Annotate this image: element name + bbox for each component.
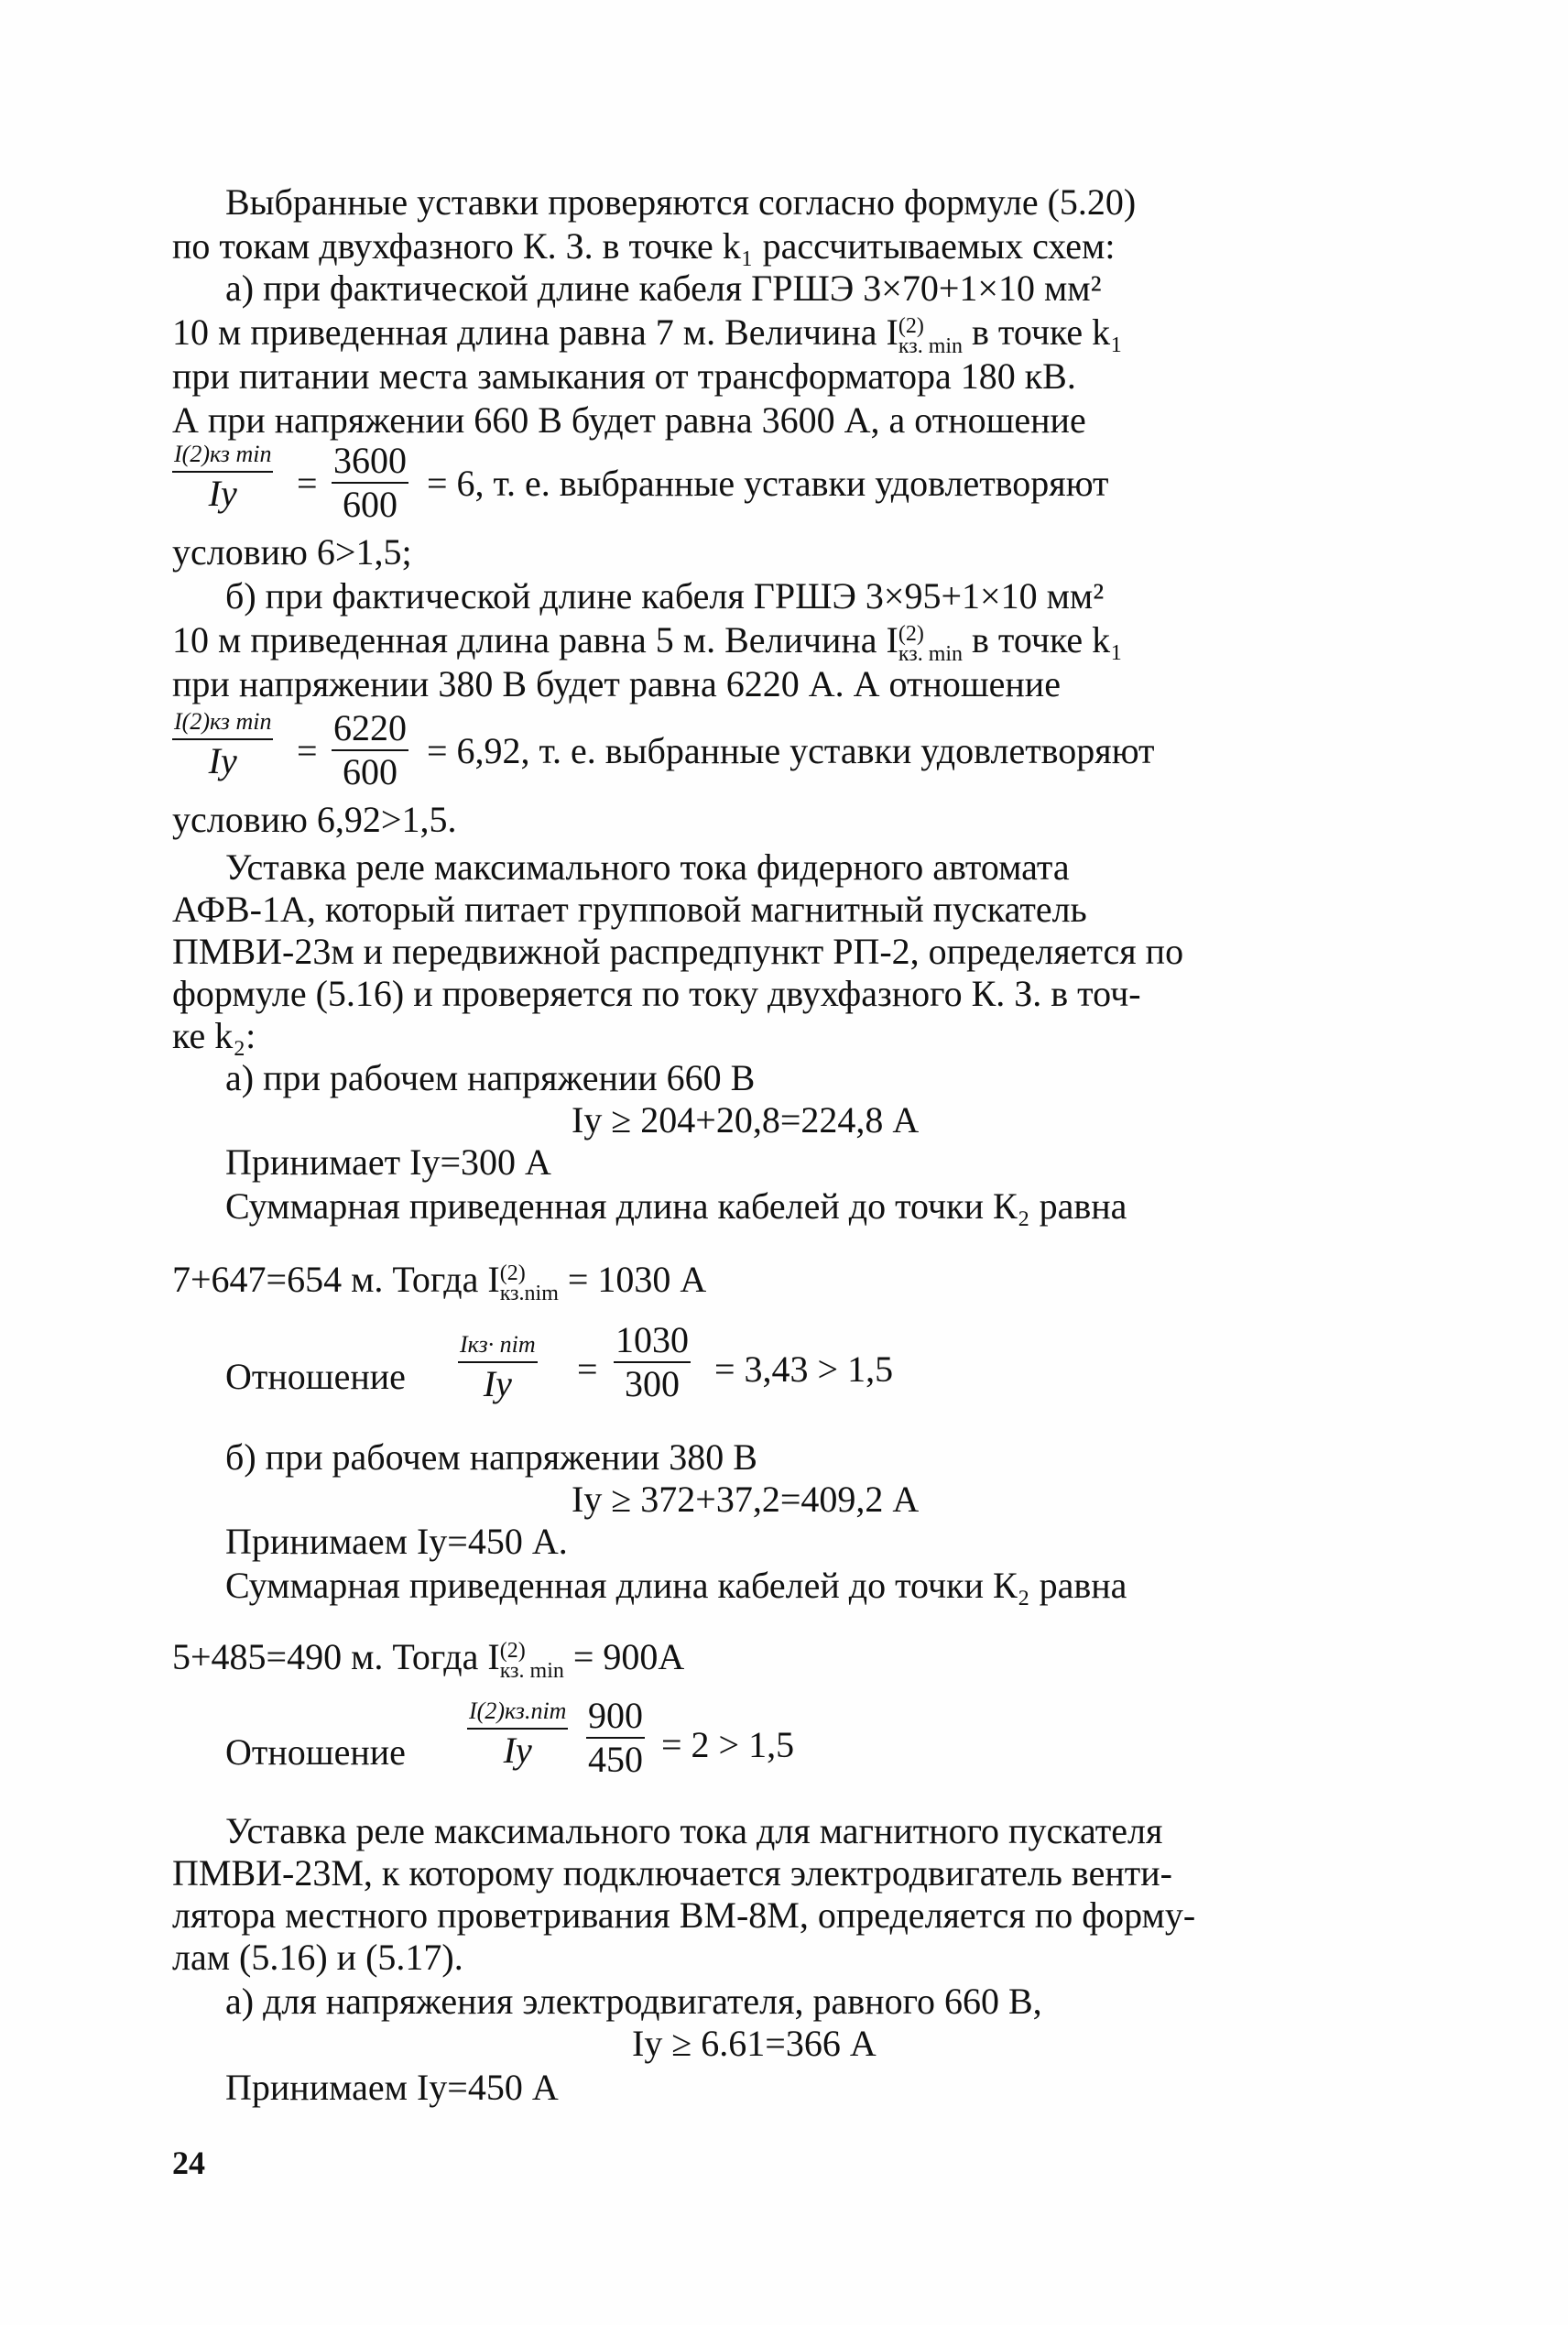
c660-sum: Суммарная приведенная длина кабелей до точки К₂ равна: [225, 1185, 1127, 1227]
a-line2-sub: кз. min: [898, 333, 964, 358]
b-line3: при напряжении 380 В будет равна 6220 А. А отношение: [172, 663, 1061, 704]
p2-line5: ке k₂:: [172, 1015, 256, 1056]
c660-ratio-den: Iу: [483, 1363, 512, 1404]
b-line2-pre: 10 м приведенная длина равна 5 м. Величина I: [172, 619, 898, 660]
c380-accept: Принимаем Iу=450 А.: [225, 1521, 568, 1562]
c660-then-sup: (2): [499, 1261, 526, 1285]
p3-line5: а) для напряжения электродвигателя, равного 660 В,: [225, 1981, 1042, 2022]
p3-line2: ПМВИ-23М, к которому подключается электродвигатель венти-: [172, 1852, 1172, 1894]
p3-line3: лятора местного проветривания ВМ-8М, определяется по форму-: [172, 1894, 1196, 1936]
a-frac2-num: 3600: [332, 440, 408, 484]
c660-label: а) при рабочем напряжении 660 В: [225, 1057, 756, 1098]
p2-line4: формуле (5.16) и проверяется по току двухфазного К. З. в точ-: [172, 973, 1141, 1014]
c660-ratio-num: Iкз· nim: [458, 1328, 538, 1363]
a-line3: при питании места замыкания от трансформатора 180 кВ.: [172, 355, 1076, 397]
p2-line2: АФВ-1А, который питает групповой магнитный пускатель: [172, 889, 1087, 930]
a-fraction-i: [172, 438, 273, 515]
c660-accept: Принимает Iу=300 А: [225, 1141, 551, 1183]
a-frac1-num: I(2)кз min: [172, 438, 273, 473]
a-line6: условию 6>1,5;: [172, 531, 412, 573]
c380-then-pre: 5+485=490 м. Тогда I: [172, 1636, 500, 1677]
a-frac1-den: Iу: [208, 473, 237, 514]
p1-line2: по токам двухфазного К. З. в точке k₁ рассчитываемых схем:: [172, 225, 1116, 267]
b-line5: условию 6,92>1,5.: [172, 799, 457, 840]
c380-then: [172, 1636, 684, 1681]
a-line2-post: в точке k₁: [972, 311, 1124, 353]
a-line1: а) при фактической длине кабеля ГРШЭ 3×70+1×10 мм²: [225, 267, 1102, 309]
c660-ratio-result: = 3,43 > 1,5: [714, 1348, 894, 1390]
a-fraction-value: [332, 440, 408, 526]
c380-sum: Суммарная приведенная длина кабелей до точки К₂ равна: [225, 1565, 1127, 1606]
c380-fraction-value: [586, 1695, 645, 1781]
b-line2-sup: (2): [898, 621, 924, 646]
b-line2-post: в точке k₁: [972, 619, 1124, 660]
b-line2-sub: кз. min: [898, 641, 964, 666]
c380-then-sup: (2): [499, 1638, 526, 1663]
p2-line1: Уставка реле максимального тока фидерного автомата: [225, 846, 1070, 888]
c660-ratio-num2: 1030: [614, 1319, 691, 1363]
c660-fraction-value: [614, 1319, 691, 1405]
a-line2-sup: (2): [898, 313, 924, 338]
b-frac2-den: 600: [343, 751, 397, 792]
c380-ratio-num2: 900: [586, 1695, 645, 1739]
c660-eq: =: [577, 1348, 598, 1390]
c660-then: [172, 1259, 706, 1304]
c380-then-post: = 900А: [572, 1636, 685, 1677]
c380-ratio-den2: 450: [588, 1739, 643, 1780]
b-eq1: =: [297, 730, 318, 771]
a-line4: А при напряжении 660 В будет равна 3600 А, а отношение: [172, 399, 1086, 441]
c660-then-pre: 7+647=654 м. Тогда I: [172, 1259, 500, 1300]
b-line1: б) при фактической длине кабеля ГРШЭ 3×95+1×10 мм²: [225, 575, 1105, 617]
b-fraction-value: [332, 707, 408, 793]
a-frac2-den: 600: [343, 484, 397, 525]
a-line2: [172, 311, 1123, 356]
c380-formula: Iу ≥ 372+37,2=409,2 А: [572, 1479, 920, 1520]
c380-then-sub: кз. min: [499, 1658, 564, 1683]
c660-fraction-i: [458, 1328, 538, 1405]
a-eq1: =: [297, 463, 318, 504]
b-line2: [172, 619, 1123, 664]
b-line4-rest: = 6,92, т. е. выбранные уставки удовлетворяют: [427, 730, 1155, 771]
c380-ratio-den: Iу: [503, 1730, 532, 1771]
c380-ratio-num: I(2)кз.nim: [467, 1695, 568, 1730]
b-frac1-num: I(2)кз min: [172, 705, 273, 740]
c380-fraction-i: [467, 1695, 568, 1772]
c660-then-sub: кз.nim: [499, 1281, 559, 1305]
c660-formula: Iу ≥ 204+20,8=224,8 А: [572, 1099, 920, 1141]
c380-label: б) при рабочем напряжении 380 В: [225, 1436, 757, 1478]
a-line5-rest: = 6, т. е. выбранные уставки удовлетворяют: [427, 463, 1109, 504]
p3-line1: Уставка реле максимального тока для магнитного пускателя: [225, 1810, 1163, 1851]
p3-line4: лам (5.16) и (5.17).: [172, 1937, 463, 1978]
p1-line1: Выбранные уставки проверяются согласно формуле (5.20): [225, 181, 1137, 223]
p3-formula: Iу ≥ 6.61=366 А: [632, 2023, 877, 2064]
c380-ratio-result: = 2 > 1,5: [661, 1724, 795, 1765]
p2-line3: ПМВИ-23м и передвижной распредпункт РП-2, определяется по: [172, 931, 1184, 972]
b-frac1-den: Iу: [208, 740, 237, 781]
b-fraction-i: [172, 705, 273, 782]
c660-then-post: = 1030 А: [567, 1259, 707, 1300]
b-frac2-num: 6220: [332, 707, 408, 751]
c660-ratio-label: Отношение: [225, 1356, 406, 1397]
a-line2-pre: 10 м приведенная длина равна 7 м. Величина I: [172, 311, 898, 353]
p3-accept: Принимаем Iу=450 А: [225, 2067, 559, 2108]
c660-ratio-den2: 300: [625, 1363, 680, 1404]
c380-ratio-label: Отношение: [225, 1731, 406, 1773]
page-number: 24: [172, 2145, 205, 2181]
